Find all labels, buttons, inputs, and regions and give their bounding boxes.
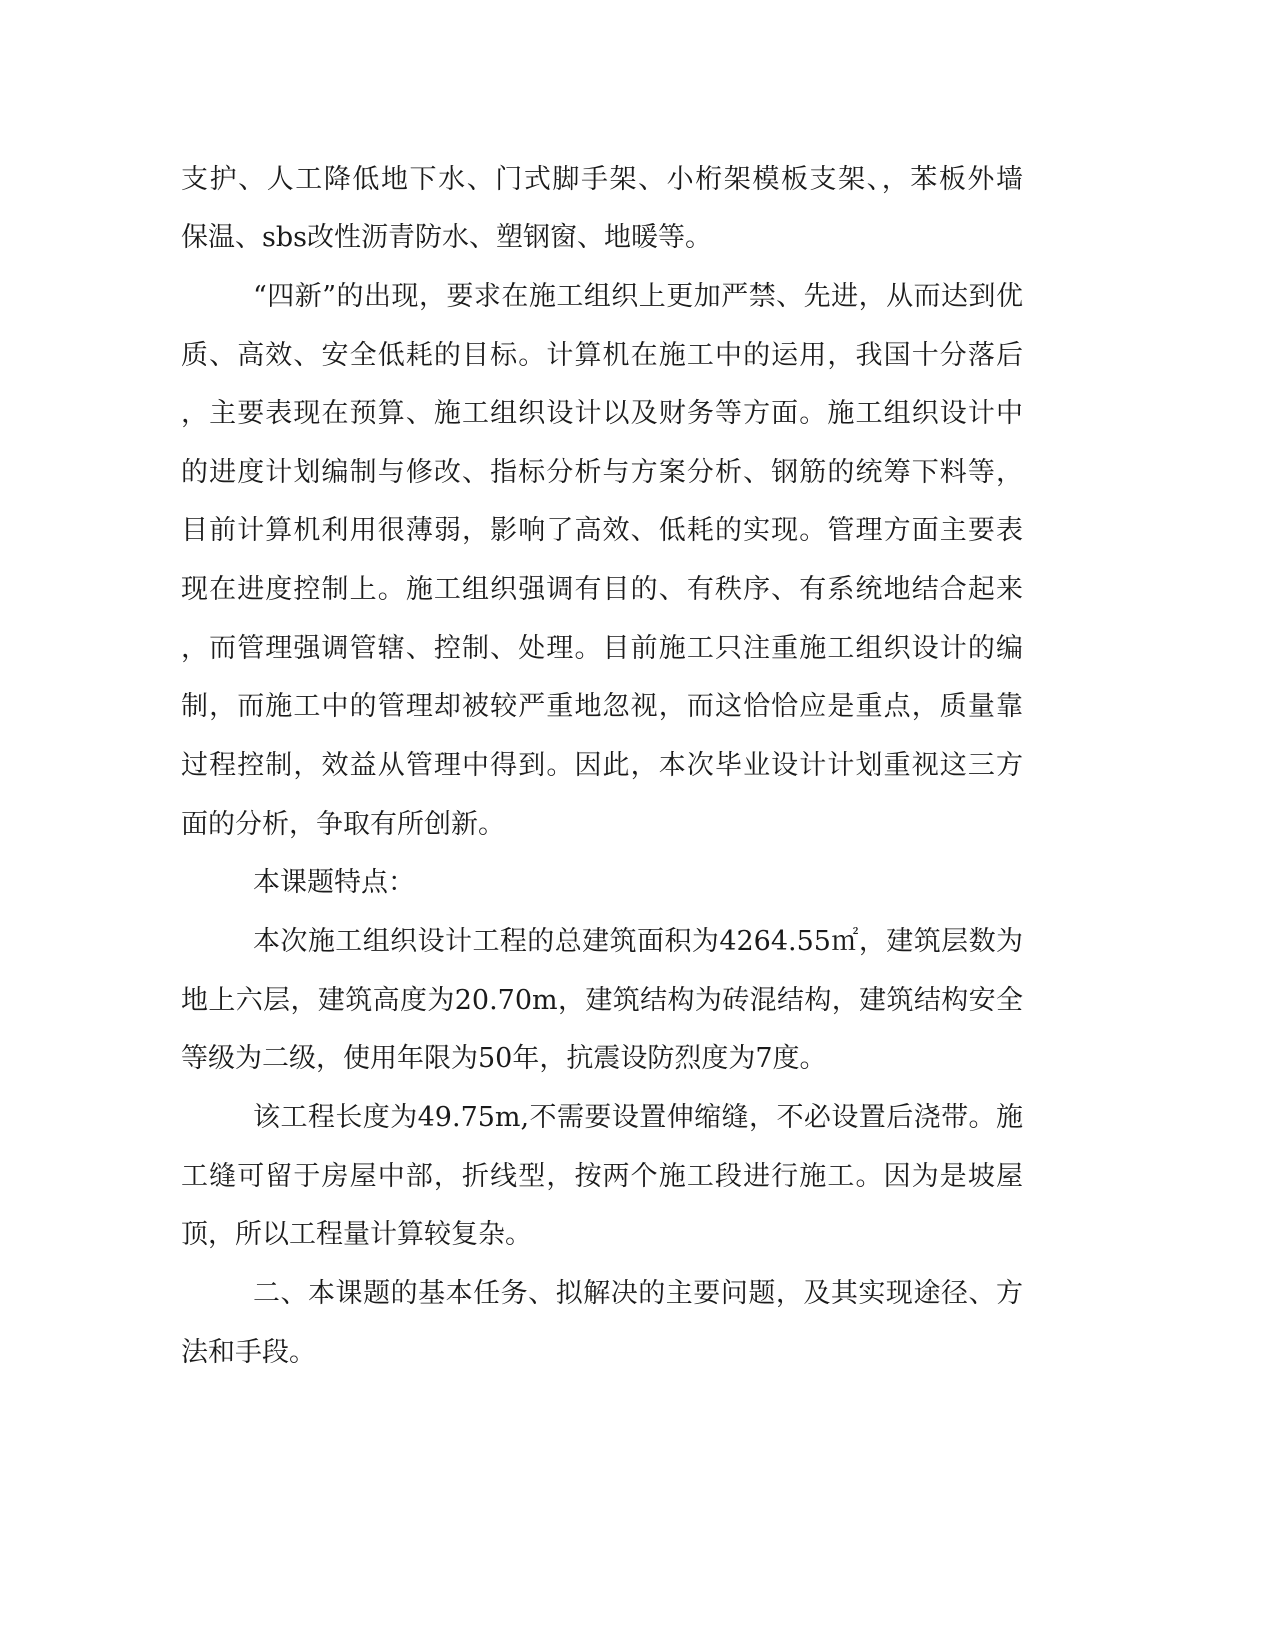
text-line: 工缝可留于房屋中部，折线型，按两个施工段进行施工。因为是坡屋 bbox=[181, 1161, 1023, 1192]
text-line: 该工程长度为49.75m,不需要设置伸缩缝，不必设置后浇带。施 bbox=[253, 1102, 1023, 1133]
text-line: 目前计算机利用很薄弱，影响了高效、低耗的实现。管理方面主要表 bbox=[181, 515, 1023, 546]
section-heading-cont: 法和手段。 bbox=[181, 1337, 316, 1368]
section-heading: 二、本课题的基本任务、拟解决的主要问题，及其实现途径、方 bbox=[253, 1278, 1023, 1309]
text-line: 质、高效、安全低耗的目标。计算机在施工中的运用，我国十分落后 bbox=[181, 340, 1023, 371]
text-line: 现在进度控制上。施工组织强调有目的、有秩序、有系统地结合起来 bbox=[181, 574, 1023, 605]
text-line: 顶，所以工程量计算较复杂。 bbox=[181, 1219, 532, 1250]
text-line: ，而管理强调管辖、控制、处理。目前施工只注重施工组织设计的编 bbox=[181, 633, 1023, 664]
text-line: 支护、人工降低地下水、门式脚手架、小桁架模板支架、，苯板外墙 bbox=[181, 164, 1023, 195]
text-line: ，主要表现在预算、施工组织设计以及财务等方面。施工组织设计中 bbox=[181, 398, 1023, 429]
text-line: 地上六层，建筑高度为20.70m，建筑结构为砖混结构，建筑结构安全 bbox=[181, 985, 1023, 1016]
text-line: “四新”的出现，要求在施工组织上更加严禁、先进，从而达到优 bbox=[253, 281, 1023, 312]
text-line: 面的分析，争取有所创新。 bbox=[181, 809, 505, 840]
text-line: 的进度计划编制与修改、指标分析与方案分析、钢筋的统筹下料等， bbox=[181, 457, 1023, 488]
text-line: 本次施工组织设计工程的总建筑面积为4264.55㎡，建筑层数为 bbox=[253, 926, 1023, 957]
text-line: 过程控制，效益从管理中得到。因此，本次毕业设计计划重视这三方 bbox=[181, 750, 1023, 781]
subheading: 本课题特点： bbox=[253, 867, 415, 898]
text-line: 等级为二级，使用年限为50年，抗震设防烈度为7度。 bbox=[181, 1043, 827, 1074]
text-line: 保温、sbs改性沥青防水、塑钢窗、地暖等。 bbox=[181, 222, 712, 253]
text-line: 制，而施工中的管理却被较严重地忽视，而这恰恰应是重点，质量靠 bbox=[181, 691, 1023, 722]
